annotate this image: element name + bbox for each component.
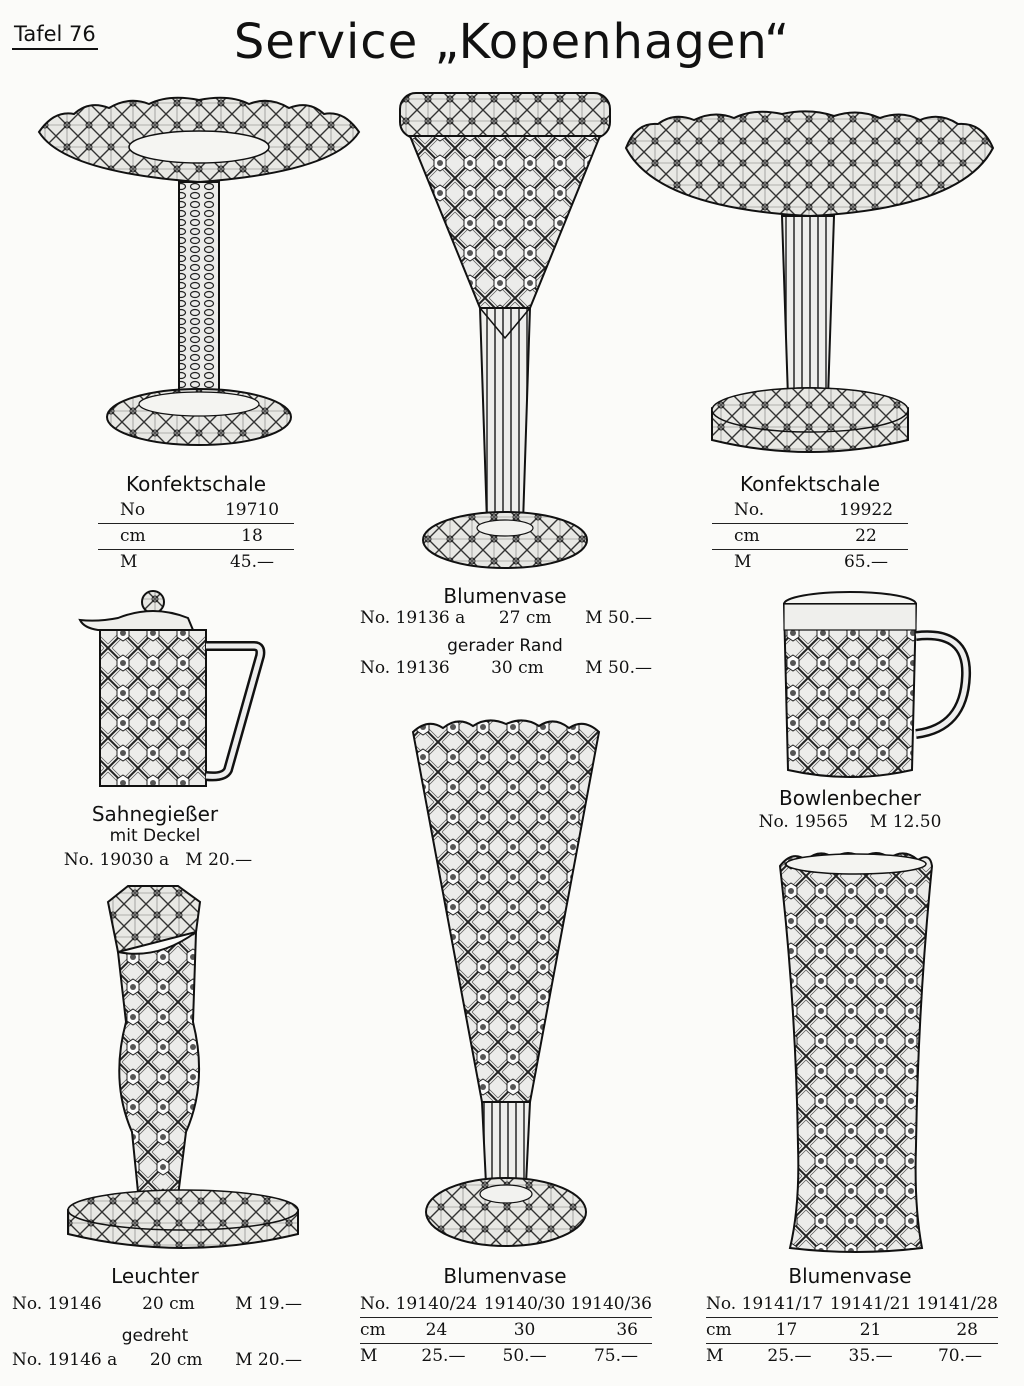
spec-value: 24 (425, 1320, 448, 1340)
spec-label: M (706, 1346, 724, 1366)
spec-label: M (98, 550, 210, 576)
page-title: Service „Kopenhagen“ (233, 14, 791, 70)
sahnegiesser-line: No. 19030 a M 20.— (63, 850, 253, 870)
spec-value: 17 (775, 1320, 798, 1340)
leuchter-19146-line (12, 1294, 302, 1314)
plate-number: Tafel 76 (12, 22, 98, 50)
spec-head: 19141/21 (829, 1294, 912, 1314)
spec-label: M (360, 1346, 378, 1366)
sahnegiesser-illustration (78, 588, 266, 793)
item-price: M 20.— (235, 1350, 302, 1370)
blumenvase-19141-name: Blumenvase (788, 1264, 912, 1288)
spec-value: 28 (913, 1318, 998, 1344)
sahnegiesser-sub: mit Deckel (109, 826, 201, 846)
leuchter-name: Leuchter (111, 1264, 199, 1288)
item-number: No. 19136 a (360, 608, 466, 628)
blumenvase-19141-spec-table (706, 1292, 998, 1369)
item-number: No. 19136 (360, 658, 450, 678)
item-size: 20 cm (149, 1350, 203, 1370)
konfektschale-19710-name: Konfektschale (125, 472, 266, 496)
blumenvase-19140-illustration (408, 712, 604, 1262)
item-number: No. 19146 (12, 1294, 102, 1314)
spec-value: 35.— (828, 1344, 913, 1370)
bowlenbecher-name: Bowlenbecher (778, 786, 922, 810)
item-size: 30 cm (491, 658, 544, 678)
spec-value: 75.— (567, 1344, 652, 1370)
item-price: M 19.— (235, 1294, 302, 1314)
spec-value: 30 (482, 1318, 567, 1344)
spec-value: 36 (567, 1318, 652, 1344)
spec-value: 70.— (913, 1344, 998, 1370)
blumenvase-19141-illustration (776, 846, 936, 1256)
spec-value: 65.— (824, 550, 908, 576)
item-price: M 50.— (585, 608, 652, 628)
spec-value: 18 (210, 524, 294, 550)
spec-value: 19710 (224, 500, 280, 520)
konfektschale-19922-illustration (622, 108, 997, 463)
spec-head: No. 19141/17 (706, 1294, 824, 1314)
leuchter-19146a-line (12, 1350, 302, 1370)
spec-label: cm (360, 1320, 386, 1340)
sahnegiesser-name: Sahnegießer (91, 802, 219, 826)
spec-value: 22 (824, 524, 908, 550)
konfektschale-19922-spec-table (712, 498, 908, 575)
leuchter-variant: gedreht (121, 1326, 189, 1346)
spec-label: No. (734, 500, 765, 520)
spec-value: 50.— (482, 1344, 567, 1370)
bowlenbecher-illustration (778, 588, 974, 784)
blumenvase-19140-spec-table (360, 1292, 652, 1369)
spec-value: 19922 (838, 500, 894, 520)
item-size: 20 cm (142, 1294, 195, 1314)
spec-value: 45.— (210, 550, 294, 576)
spec-label: cm (98, 524, 210, 550)
spec-value: 25.— (421, 1346, 466, 1366)
spec-head: 19140/36 (570, 1294, 652, 1314)
spec-value: 21 (828, 1318, 913, 1344)
blumenvase-19136-line (360, 658, 652, 678)
blumenvase-19136-variant: gerader Rand (447, 636, 563, 656)
blumenvase-19136a-line (360, 608, 652, 628)
blumenvase-19136-name: Blumenvase (443, 584, 567, 608)
spec-label: cm (712, 524, 824, 550)
spec-label: cm (706, 1320, 732, 1340)
spec-head: 19141/28 (916, 1294, 998, 1314)
item-price: M 50.— (585, 658, 652, 678)
spec-label: M (712, 550, 824, 576)
item-number: No. 19146 a (12, 1350, 118, 1370)
spec-head: 19140/30 (483, 1294, 566, 1314)
spec-head: No. 19140/24 (360, 1294, 478, 1314)
blumenvase-19140-name: Blumenvase (443, 1264, 567, 1288)
konfektschale-19710-spec-table (98, 498, 294, 575)
blumenvase-19136-illustration (395, 88, 615, 578)
spec-value: 25.— (767, 1346, 812, 1366)
konfektschale-19710-illustration (34, 92, 364, 457)
bowlenbecher-line: No. 19565 M 12.50 (758, 812, 942, 832)
leuchter-illustration (58, 882, 308, 1257)
konfektschale-19922-name: Konfektschale (739, 472, 880, 496)
item-size: 27 cm (498, 608, 552, 628)
spec-label: No (120, 500, 146, 520)
